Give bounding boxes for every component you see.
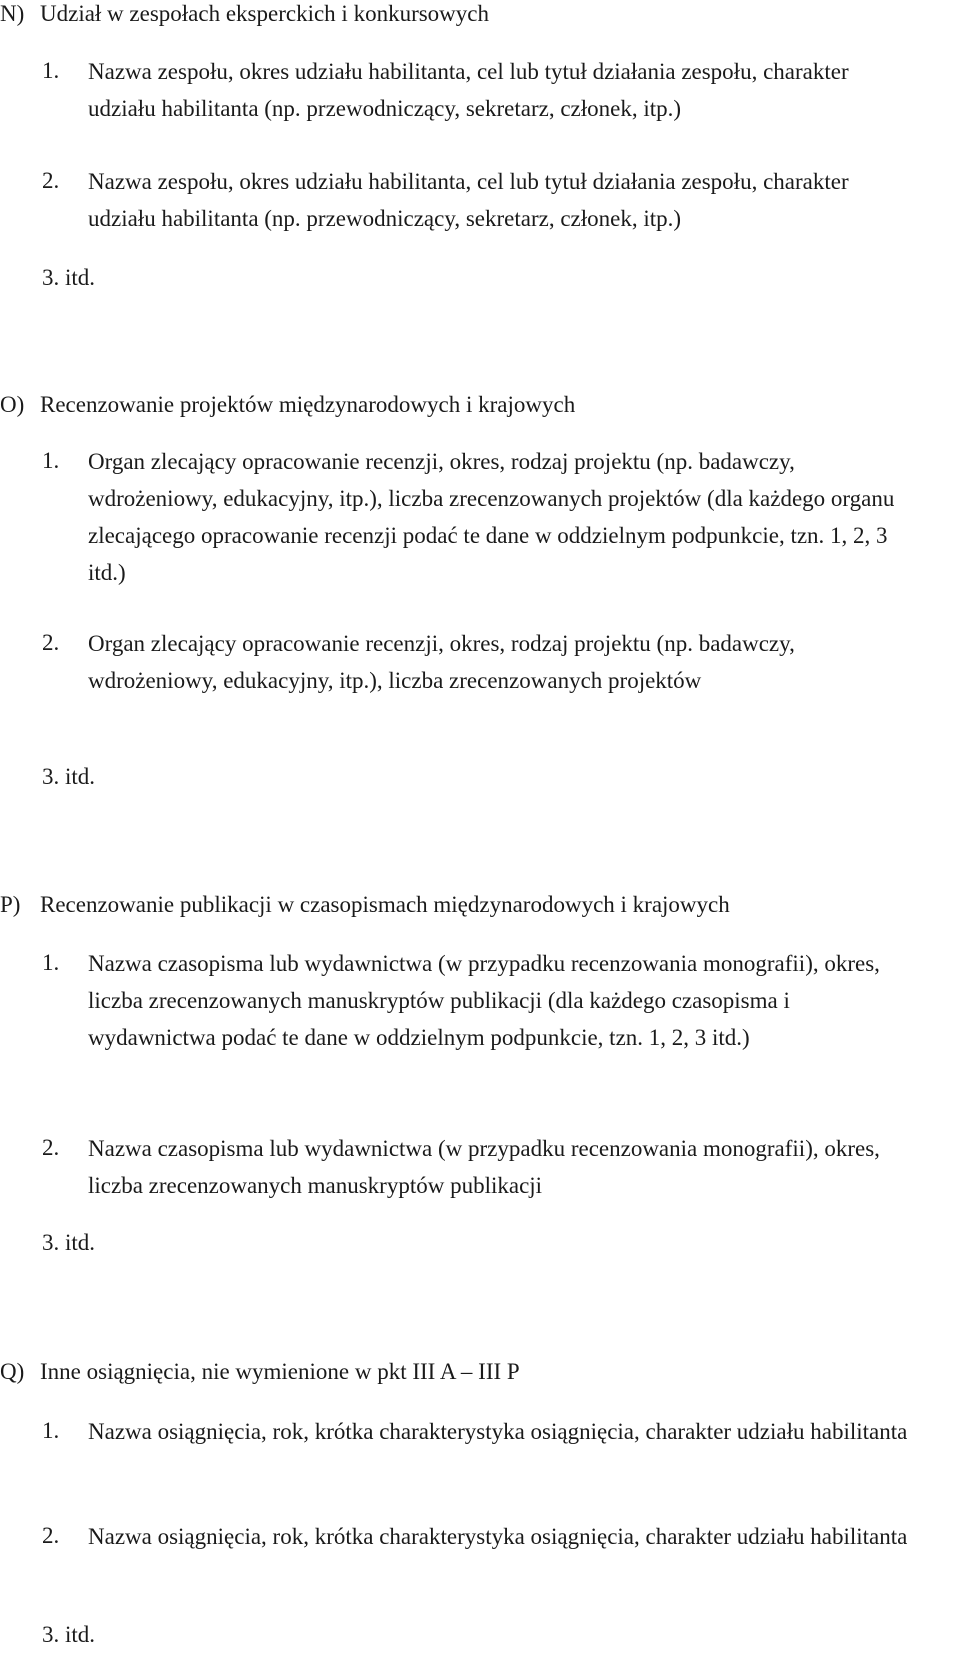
list-item [42, 625, 922, 699]
list-item-number: 1. [42, 1418, 60, 1443]
section-heading-o [0, 387, 575, 424]
section-letter: Q) [0, 1359, 25, 1384]
list-item [42, 1518, 922, 1555]
section-heading-p [0, 887, 730, 924]
section-letter: O) [0, 392, 25, 417]
list-item-text: Nazwa osiągnięcia, rok, krótka charakterystyka osiągnięcia, charakter udziału habilitanta [88, 1524, 908, 1549]
list-continuation: 3. itd. [42, 1622, 96, 1647]
list-item-text: Organ zlecający opracowanie recenzji, okres, rodzaj projektu (np. badawczy, wdrożeniowy, edukacyjny, itp.), liczba zrecenzowanych projektów (dla każdego organu zlecającego opracowanie recenzji podać te dane w oddzielnym podpunkcie, tzn. 1, 2, 3 itd.) [88, 449, 895, 585]
list-item-number: 1. [42, 58, 60, 83]
section-title: Udział w zespołach eksperckich i konkursowych [40, 1, 489, 26]
section-heading-n [0, 0, 489, 33]
list-item [42, 53, 922, 127]
section-title: Recenzowanie projektów międzynarodowych i krajowych [40, 392, 576, 417]
list-item [42, 1130, 922, 1204]
section-letter: P) [0, 892, 21, 917]
list-item-text: Organ zlecający opracowanie recenzji, okres, rodzaj projektu (np. badawczy, wdrożeniowy, edukacyjny, itp.), liczba zrecenzowanych projektów [88, 631, 795, 693]
list-item [42, 1413, 922, 1450]
list-item-text: Nazwa osiągnięcia, rok, krótka charakterystyka osiągnięcia, charakter udziału habilitanta [88, 1419, 908, 1444]
list-item [42, 945, 922, 1056]
list-item-number: 2. [42, 168, 60, 193]
section-title: Recenzowanie publikacji w czasopismach międzynarodowych i krajowych [40, 892, 730, 917]
list-item-number: 2. [42, 1135, 60, 1160]
list-item-text: Nazwa czasopisma lub wydawnictwa (w przypadku recenzowania monografii), okres, liczba zrecenzowanych manuskryptów publikacji [88, 1136, 880, 1198]
list-continuation: 3. itd. [42, 265, 96, 290]
section-title: Inne osiągnięcia, nie wymienione w pkt III A – III P [40, 1359, 520, 1384]
list-item-number: 2. [42, 630, 60, 655]
section-letter: N) [0, 1, 25, 26]
list-item [42, 443, 922, 591]
list-item-number: 1. [42, 950, 60, 975]
list-item-text: Nazwa czasopisma lub wydawnictwa (w przypadku recenzowania monografii), okres, liczba zrecenzowanych manuskryptów publikacji (dla każdego czasopisma i wydawnictwa podać te dane w oddzielnym podpunkcie, tzn. 1, 2, 3 itd.) [88, 951, 880, 1050]
list-item [42, 163, 922, 237]
list-item-number: 2. [42, 1523, 60, 1548]
list-item-text: Nazwa zespołu, okres udziału habilitanta, cel lub tytuł działania zespołu, charakter udziału habilitanta (np. przewodniczący, sekretarz, członek, itp.) [88, 169, 849, 231]
list-item-text: Nazwa zespołu, okres udziału habilitanta, cel lub tytuł działania zespołu, charakter udziału habilitanta (np. przewodniczący, sekretarz, członek, itp.) [88, 59, 849, 121]
list-continuation: 3. itd. [42, 1230, 96, 1255]
list-continuation: 3. itd. [42, 764, 96, 789]
list-item-number: 1. [42, 448, 60, 473]
section-heading-q [0, 1354, 520, 1391]
